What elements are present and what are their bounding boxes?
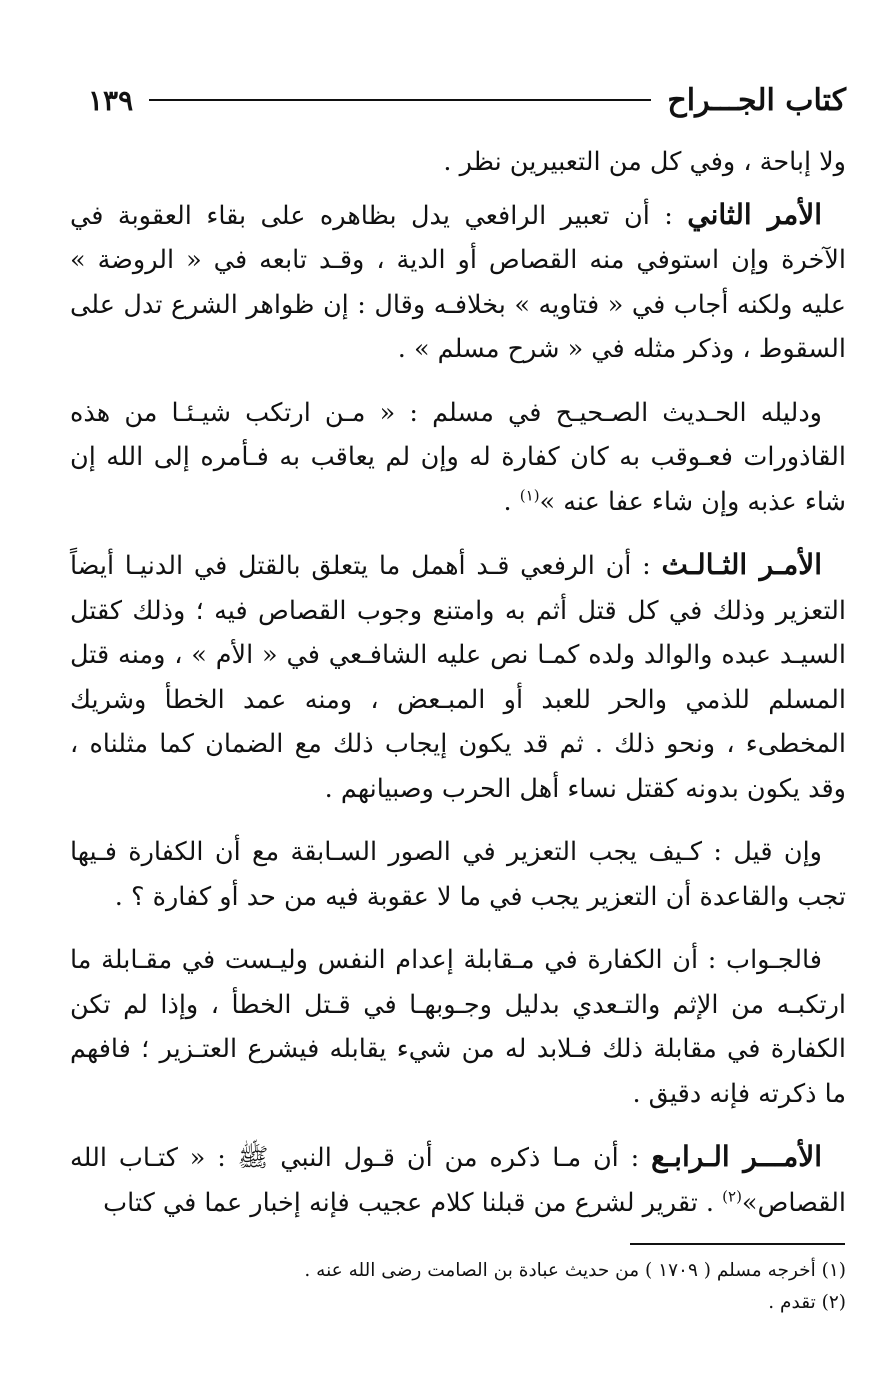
paragraph-heading: الأمـر الثـالـث (661, 548, 822, 581)
paragraph-text: ودليله الحـديث الصـحيـح في مسلم : « مـن ارتكب شيـئـا من هذه القاذورات فعـوقب به كان كفارة له وإن لم يعاقب به فـأمره إلى الله إن شاء عذبه وإن شاء عفا عنه » (70, 397, 846, 517)
paragraph-text: ولا إباحة ، وفي كل من التعبيرين نظر . (443, 147, 846, 177)
paragraph-text: : أن تعبير الرافعي يدل بظاهره على بقاء العقوبة في الآخرة وإن استوفي منه القصاص أو الدية ، وقـد تابعه في « الروضة » عليه ولكنه أجاب في « فتاويه » بخلافـه وقال : إن ظواهر الشرع تدل على السقوط ، وذكر مثله في « شرح مسلم » . (70, 200, 846, 364)
footnote-2: (٢) تقدم . (768, 1292, 846, 1313)
footnote-1: (١) أخرجه مسلم ( ١٧٠٩ ) من حديث عبادة بن الصامت رضى الله عنه . (304, 1260, 846, 1281)
paragraph-7 (70, 1135, 846, 1225)
paragraph-1 (70, 140, 846, 185)
paragraph-5 (70, 830, 846, 919)
footnotes (70, 1255, 846, 1319)
paragraph-heading: الأمر الثاني (687, 197, 822, 231)
paragraph-text: وإن قيل : كـيف يجب التعزير في الصور السـابقة مع أن الكفارة فـيها تجب والقاعدة أن التعزير يجب في ما لا عقوبة فيه من حد أو كفارة ؟ . (70, 837, 846, 912)
header-rule (149, 99, 651, 101)
paragraph-text: : أن مـا ذكره من أن قـول النبي ﷺ : « كتـاب الله القصاص» (70, 1143, 846, 1218)
page-number: ١٣٩ (88, 83, 134, 117)
paragraph-6 (70, 938, 846, 1116)
page-header (88, 78, 846, 122)
running-title: كتاب الجـــراح (667, 82, 846, 118)
footnote-rule (630, 1243, 845, 1245)
paragraph-text: : أن الرفعي قـد أهمل ما يتعلق بالقتل في الدنيـا أيضاً التعزير وذلك في كل قتل أثم به وامتنع وجوب القصاص فيه ؛ وذلك كقتل السيـد عبده والوالد ولده كمـا نص عليه الشافـعي في « الأم » ، ومنه قتل المسلم للذمي والحر للعبد أو المبـعض ، ومنه عمد الخطأ وشريك المخطىء ، ونحو ذلك . ثم قد يكون إيجاب ذلك مع الضمان كما مثلناه ، وقد يكون بدونه كقتل نساء أهل الحرب وصبيانهم . (70, 551, 846, 804)
paragraph-text: فالجـواب : أن الكفارة في مـقابلة إعدام النفس وليـست في مقـابلة ما ارتكبـه من الإثم والتـعدي بدليل وجـوبهـا في قـتل الخطأ ، وإذا لم تكن الكفارة في مقابلة ذلك فـلابد له من شيء يقابله فيشرع العتـزير ؛ فافهم ما ذكرته فإنه دقيق . (70, 945, 846, 1109)
paragraph-3 (70, 391, 846, 525)
footnote-ref-2: (٢) (722, 1187, 742, 1205)
footnote-ref-1: (١) (519, 486, 540, 504)
page-body (70, 140, 846, 1244)
paragraph-text-end: . (503, 486, 520, 517)
paragraph-heading: الأمـــر الـرابـع (651, 1140, 822, 1173)
paragraph-4 (70, 543, 846, 811)
paragraph-2 (70, 193, 846, 372)
paragraph-text-end: . تقرير لشرع من قبلنا كلام عجيب فإنه إخبار عما في كتاب (103, 1187, 723, 1218)
